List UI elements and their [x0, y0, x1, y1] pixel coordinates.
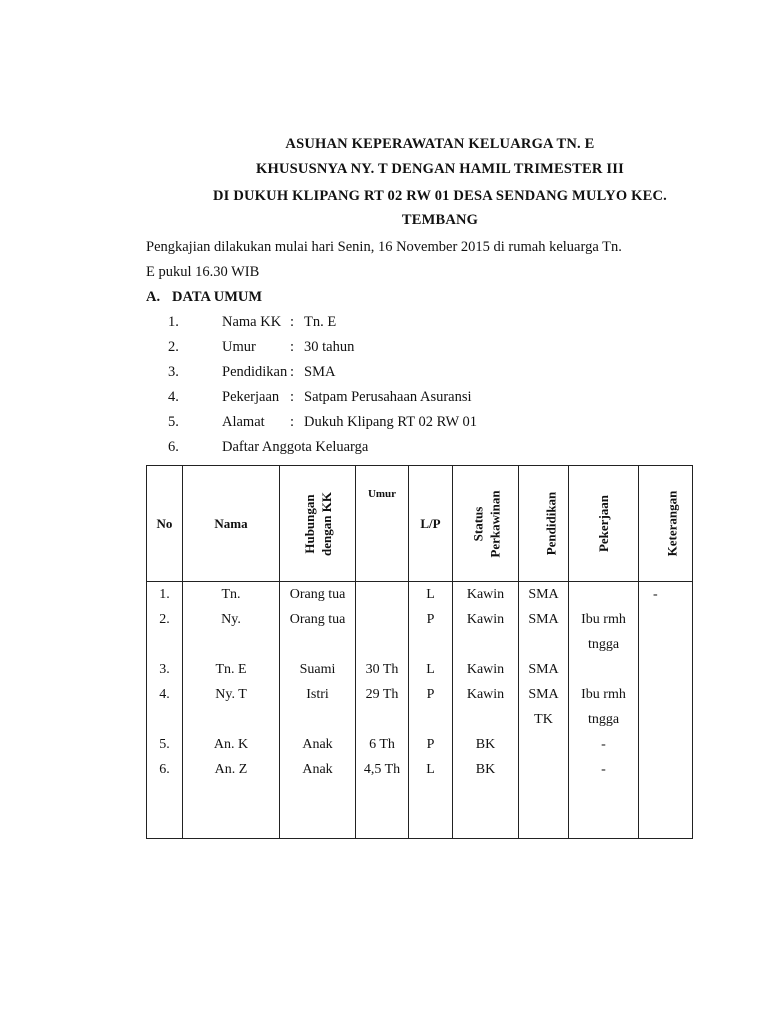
section-letter: A. — [146, 289, 161, 305]
cell-pendidikan — [519, 732, 569, 757]
cell-hubungan: Anak — [280, 757, 356, 782]
cell-pekerjaan: - — [569, 732, 639, 757]
list-item-value: SMA — [304, 364, 336, 380]
cell-umur: 30 Th — [356, 657, 409, 682]
cell-pekerjaan: - — [569, 757, 639, 782]
list-item-colon: : — [290, 364, 295, 380]
cell-umur — [356, 707, 409, 732]
cell-nama: Ny. — [183, 607, 280, 632]
title-line-1: ASUHAN KEPERAWATAN KELUARGA TN. E — [285, 136, 595, 152]
header-status-line-1: Status — [470, 506, 486, 541]
cell-lp: P — [409, 682, 453, 707]
cell-pekerjaan: Ibu rmh — [569, 607, 639, 632]
cell-lp — [409, 707, 453, 732]
header-no: No — [147, 466, 183, 582]
header-pekerjaan-label: Pekerjaan — [595, 494, 611, 553]
cell-lp: L — [409, 657, 453, 682]
cell-keterangan — [639, 657, 693, 682]
list-item-colon: : — [290, 314, 295, 330]
cell-hubungan — [280, 707, 356, 732]
list-item-number: 2. — [168, 339, 179, 355]
list-item-number: 1. — [168, 314, 179, 330]
intro-line-1: Pengkajian dilakukan mulai hari Senin, 16 November 2015 di rumah keluarga Tn. — [146, 239, 622, 255]
header-umur — [356, 466, 409, 582]
list-item-value: 30 tahun — [304, 339, 355, 355]
table-row — [147, 607, 693, 632]
cell-keterangan — [639, 632, 693, 657]
cell-no — [147, 707, 183, 732]
cell-pendidikan: SMA — [519, 582, 569, 608]
header-status-line-2: Perkawinan — [487, 489, 503, 558]
header-pendidikan — [519, 466, 569, 582]
cell-keterangan — [639, 757, 693, 782]
cell-status: Kawin — [453, 682, 519, 707]
list-item-value: Tn. E — [304, 314, 337, 330]
cell-status: Kawin — [453, 607, 519, 632]
header-umur-label: Umur — [367, 488, 397, 500]
cell-status: Kawin — [453, 582, 519, 608]
cell-hubungan: Anak — [280, 732, 356, 757]
cell-umur — [356, 582, 409, 608]
header-status — [453, 466, 519, 582]
cell-no: 3. — [147, 657, 183, 682]
cell-no: 1. — [147, 582, 183, 608]
table-row — [147, 582, 693, 608]
table-row — [147, 632, 693, 657]
cell-lp: L — [409, 582, 453, 608]
list-item-colon: : — [290, 414, 295, 430]
list-item-value: Dukuh Klipang RT 02 RW 01 — [304, 414, 478, 430]
cell-lp: P — [409, 607, 453, 632]
cell-status: Kawin — [453, 657, 519, 682]
cell-umur — [356, 632, 409, 657]
header-pekerjaan — [569, 466, 639, 582]
cell-umur: 6 Th — [356, 732, 409, 757]
cell-pendidikan: SMA — [519, 682, 569, 707]
cell-hubungan: Suami — [280, 657, 356, 682]
cell-pekerjaan: Ibu rmh — [569, 682, 639, 707]
list-item-number: 4. — [168, 389, 179, 405]
list-item-label: Nama KK — [222, 314, 282, 330]
cell-no: 5. — [147, 732, 183, 757]
cell-nama: Tn. E — [183, 657, 280, 682]
cell-pendidikan: SMA — [519, 657, 569, 682]
cell-umur — [356, 607, 409, 632]
cell-status: BK — [453, 757, 519, 782]
table-row — [147, 732, 693, 757]
cell-status: BK — [453, 732, 519, 757]
header-lp: L/P — [409, 466, 453, 582]
cell-no: 2. — [147, 607, 183, 632]
header-hubungan-line-1: Hubungan — [301, 493, 317, 554]
cell-nama: An. K — [183, 732, 280, 757]
cell-hubungan: Orang tua — [280, 582, 356, 608]
cell-hubungan: Orang tua — [280, 607, 356, 632]
table-row — [147, 657, 693, 682]
cell-lp — [409, 632, 453, 657]
intro-line-2: E pukul 16.30 WIB — [146, 264, 260, 280]
cell-pendidikan: SMA — [519, 607, 569, 632]
title-line-3: DI DUKUH KLIPANG RT 02 RW 01 DESA SENDANG MULYO KEC. — [213, 188, 667, 204]
cell-hubungan: Istri — [280, 682, 356, 707]
cell-pendidikan — [519, 632, 569, 657]
cell-pekerjaan: tngga — [569, 632, 639, 657]
cell-nama: An. Z — [183, 757, 280, 782]
section-title: DATA UMUM — [172, 289, 263, 305]
cell-no: 4. — [147, 682, 183, 707]
title-line-4: TEMBANG — [401, 212, 479, 228]
cell-nama — [183, 632, 280, 657]
list-item-colon: : — [290, 339, 295, 355]
cell-lp: L — [409, 757, 453, 782]
list-item-colon: : — [290, 389, 295, 405]
header-pendidikan-label: Pendidikan — [543, 491, 559, 556]
header-nama: Nama — [183, 466, 280, 582]
cell-pekerjaan — [569, 657, 639, 682]
table-row — [147, 682, 693, 707]
list-item-value: Satpam Perusahaan Asuransi — [304, 389, 472, 405]
header-keterangan-label: Keterangan — [664, 490, 680, 557]
cell-hubungan — [280, 632, 356, 657]
family-members-table — [146, 465, 693, 839]
cell-nama: Tn. — [183, 582, 280, 608]
list-item-label: Pendidikan — [222, 364, 288, 380]
title-line-2: KHUSUSNYA NY. T DENGAN HAMIL TRIMESTER III — [256, 161, 624, 177]
cell-pekerjaan — [569, 582, 639, 608]
table-row — [147, 707, 693, 732]
header-keterangan — [639, 466, 693, 582]
table-header-row — [147, 466, 693, 582]
header-hubungan-line-2: dengan KK — [318, 491, 334, 556]
cell-lp: P — [409, 732, 453, 757]
list-item-number: 6. — [168, 439, 179, 455]
cell-keterangan — [639, 682, 693, 707]
cell-umur: 29 Th — [356, 682, 409, 707]
cell-nama — [183, 707, 280, 732]
cell-keterangan — [639, 707, 693, 732]
list-item-number: 5. — [168, 414, 179, 430]
cell-keterangan: - — [639, 582, 693, 608]
list-item-label: Pekerjaan — [222, 389, 280, 405]
table-row-empty — [147, 782, 693, 839]
cell-pendidikan: TK — [519, 707, 569, 732]
cell-pekerjaan: tngga — [569, 707, 639, 732]
cell-pendidikan — [519, 757, 569, 782]
header-hubungan — [280, 466, 356, 582]
cell-nama: Ny. T — [183, 682, 280, 707]
cell-umur: 4,5 Th — [356, 757, 409, 782]
cell-status — [453, 632, 519, 657]
list-item-label: Alamat — [222, 414, 265, 430]
cell-keterangan — [639, 607, 693, 632]
list-item-label: Umur — [222, 339, 256, 355]
cell-no — [147, 632, 183, 657]
table-row — [147, 757, 693, 782]
cell-status — [453, 707, 519, 732]
section-heading — [146, 289, 262, 306]
cell-no: 6. — [147, 757, 183, 782]
list-item-number: 3. — [168, 364, 179, 380]
cell-keterangan — [639, 732, 693, 757]
list-item-label: Daftar Anggota Keluarga — [222, 439, 369, 455]
